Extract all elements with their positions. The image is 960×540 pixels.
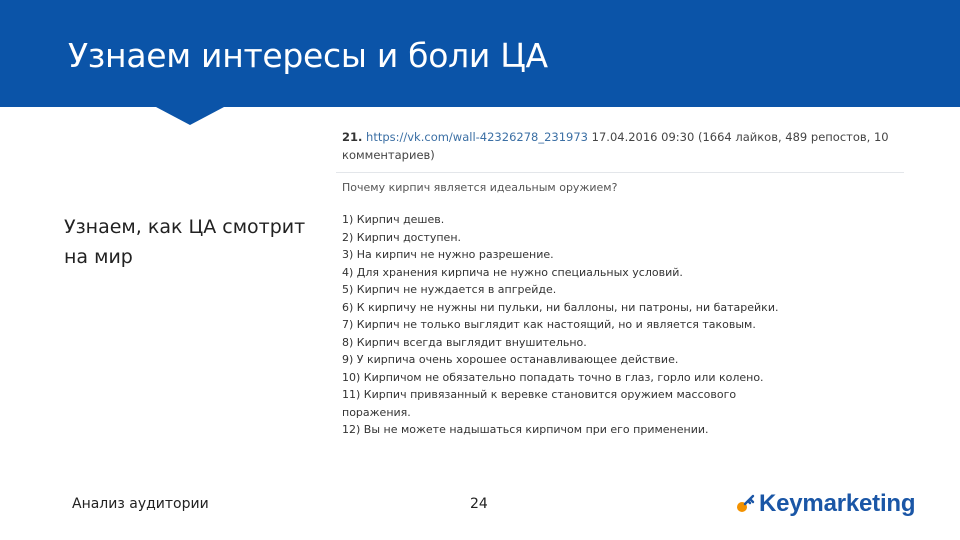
post-number: 21. xyxy=(342,130,363,144)
vk-post-screenshot xyxy=(336,124,904,472)
slide-subtitle: Узнаем, как ЦА смотрит на мир xyxy=(64,216,306,268)
list-item: 8) Кирпич всегда выглядит внушительно. xyxy=(342,335,587,349)
post-divider xyxy=(336,172,904,173)
post-question: Почему кирпич является идеальным оружием? xyxy=(342,181,618,194)
list-item: 12) Вы не можете надышаться кирпичом при его применении. xyxy=(342,423,709,436)
logo-text: Keymarketing xyxy=(759,490,916,517)
list-item: 1) Кирпич дешев. xyxy=(342,213,445,226)
list-item: 3) На кирпич не нужно разрешение. xyxy=(342,248,554,261)
list-item: 7) Кирпич не только выглядит как настоящий, но и является таковым. xyxy=(342,318,756,331)
keymarketing-logo xyxy=(735,489,915,519)
list-item: 6) К кирпичу не нужны ни пульки, ни баллоны, ни патроны, ни батарейки. xyxy=(342,300,779,314)
post-meta: 17.04.2016 09:30 (1664 лайков, 489 репостов, 10 комментариев) xyxy=(342,130,889,162)
banner-notch xyxy=(156,107,224,125)
list-item: 9) У кирпича очень хорошее останавливающее действие. xyxy=(342,353,679,366)
post-header xyxy=(342,128,898,164)
list-item: 2) Кирпич доступен. xyxy=(342,230,462,244)
key-icon xyxy=(735,493,757,515)
post-link[interactable]: https://vk.com/wall-42326278_231973 xyxy=(366,130,588,144)
title-banner xyxy=(0,0,960,107)
page-number: 24 xyxy=(470,496,488,512)
list-item: 4) Для хранения кирпича не нужно специальных условий. xyxy=(342,265,683,279)
slide-title: Узнаем интересы и боли ЦА xyxy=(68,36,548,75)
footer-section-label: Анализ аудитории xyxy=(72,496,209,512)
list-item: 10) Кирпичом не обязательно попадать точно в глаз, горло или колено. xyxy=(342,370,764,384)
list-item: 5) Кирпич не нуждается в апгрейде. xyxy=(342,283,557,296)
list-item: 11) Кирпич привязанный к веревке становится оружием массового поражения. xyxy=(342,388,737,419)
post-list xyxy=(342,211,782,439)
